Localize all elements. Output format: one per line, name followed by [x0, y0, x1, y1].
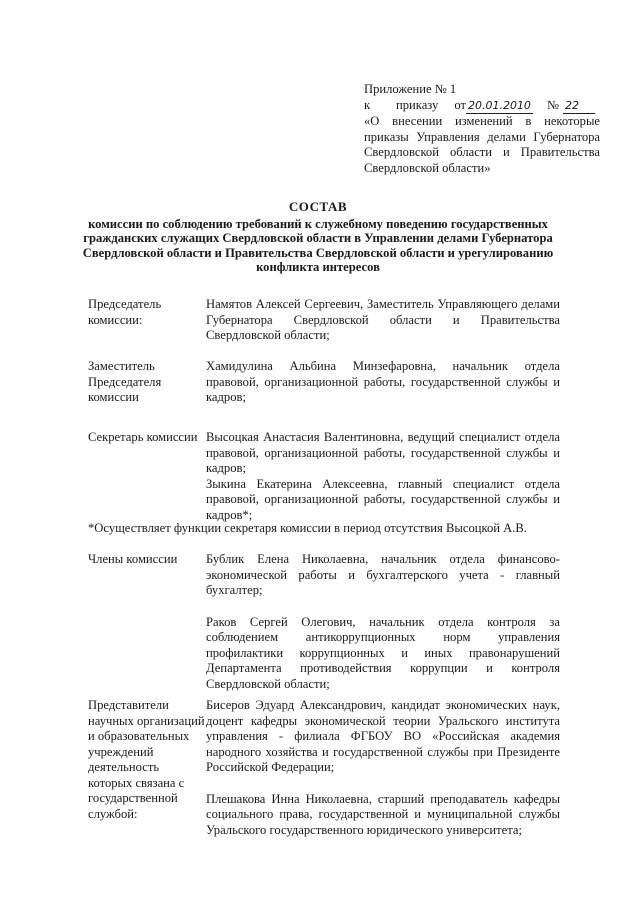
member-text-group: [206, 698, 560, 838]
member-row-chair: [88, 297, 560, 344]
annex-order-title: «О внесении изменений в некоторые приказы Управления делами Губернатора Свердловской области и Правительства Свердловской области»: [364, 114, 600, 175]
annex-date-label: от: [454, 97, 466, 112]
secretary-footnote: *Осуществляет функции секретаря комиссии в период отсутствия Высоцкой А.В.: [88, 521, 527, 535]
member-text-group: [206, 552, 560, 692]
role-label: Заместитель Председателя комиссии: [88, 359, 162, 404]
document-title: [80, 199, 556, 275]
role-label: Представители научных организаций и образовательных учреждений деятельность которых связана с государственной службой:: [88, 698, 205, 821]
title-subtitle: комиссии по соблюдению требований к служебному поведению государственных гражданских служащих Свердловской области в Управлении делами Губернатора Свердловской области и Правительства Свердловской области и урегулированию конфликта интересов: [82, 216, 554, 275]
member-text: Бисеров Эдуард Александрович, кандидат экономических наук, доцент кафедры экономической теории Уральского института управления - филиала ФГБОУ ВО «Российская академия народного хозяйства и государственной службы при Президенте Российской Федерации;: [206, 698, 560, 774]
member-text: Зыкина Екатерина Алексеевна, главный специалист отдела правовой, организационной работы, государственной службы и кадров*;: [206, 476, 560, 522]
member-row-science: [88, 698, 560, 838]
member-row-committee: [88, 552, 560, 692]
title-heading: СОСТАВ: [288, 199, 348, 214]
member-text: Бублик Елена Николаевна, начальник отдела финансово-экономической работы и бухгалтерского учета - главный бухгалтер;: [206, 552, 560, 597]
role-label: Члены комиссии: [88, 552, 178, 566]
role-label: Секретарь комиссии: [88, 430, 198, 444]
annex-header: [364, 82, 600, 176]
annex-number-label: №: [546, 97, 559, 112]
annex-number-value: 22: [563, 98, 595, 115]
member-text: Раков Сергей Олегович, начальник отдела контроля за соблюдением антикоррупционных норм управления профилактики коррупционных и иных правонарушений Департамента противодействия коррупции и контроля Свердловской области;: [206, 614, 560, 691]
member-text: Плешакова Инна Николаевна, старший преподаватель кафедры социального права, государственной и муниципальной службы Уральского государственного юридического университета;: [206, 791, 560, 837]
annex-date-value: 20.01.2010: [466, 98, 533, 115]
annex-order-word: приказу: [396, 97, 439, 112]
annex-number: Приложение № 1: [364, 82, 457, 96]
member-row-deputy: [88, 359, 560, 406]
member-text: Хамидулина Альбина Минзефаровна, начальник отдела правовой, организационной работы, государственной службы и кадров;: [206, 359, 560, 404]
annex-k: к: [364, 97, 371, 112]
member-row-secretary: [88, 430, 560, 523]
member-text: Высоцкая Анастасия Валентиновна, ведущий специалист отдела правовой, организационной работы, государственной службы и кадров;: [206, 430, 560, 475]
role-label: Председатель комиссии:: [88, 297, 162, 327]
annex-order-line: [364, 98, 600, 115]
member-text-group: [206, 430, 560, 523]
member-text: Намятов Алексей Сергеевич, Заместитель Управляющего делами Губернатора Свердловской области и Правительства Свердловской области;: [206, 297, 560, 342]
